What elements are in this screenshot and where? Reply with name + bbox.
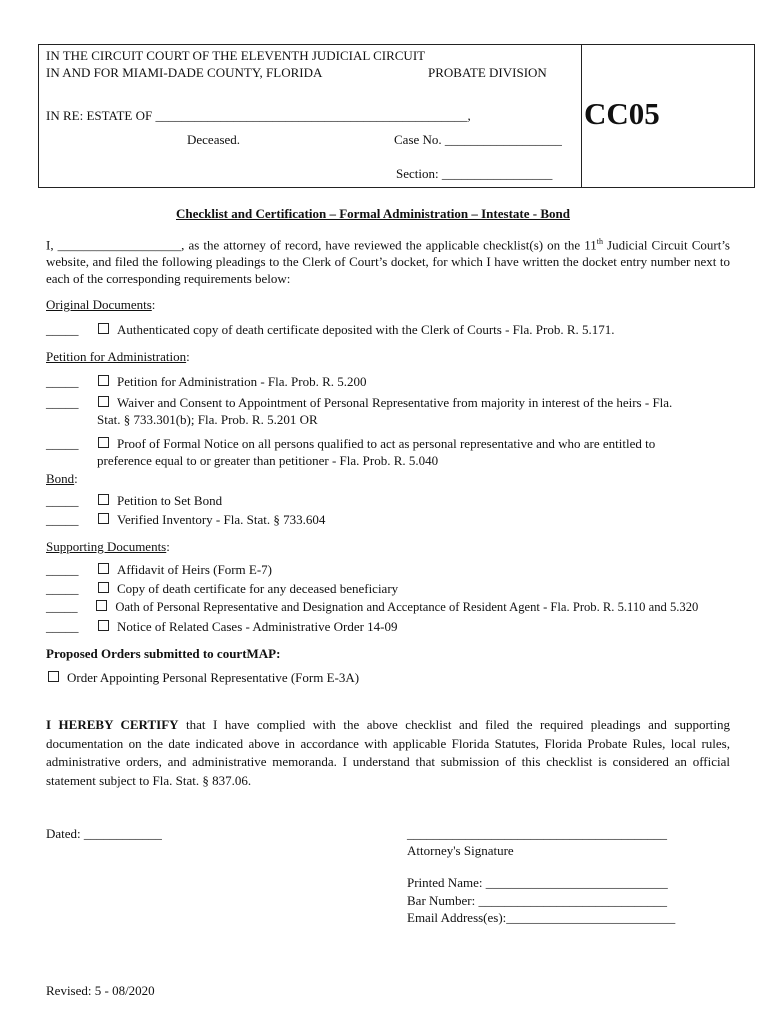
estate-label: IN RE: ESTATE OF: [46, 108, 156, 123]
division-label: PROBATE DIVISION: [428, 65, 547, 80]
dated-field[interactable]: Dated: ____________: [46, 826, 162, 841]
checkbox[interactable]: [98, 323, 109, 334]
item-label: Petition to Set Bond: [117, 493, 223, 508]
checklist-item: [46, 374, 367, 390]
checkbox[interactable]: [98, 494, 109, 505]
checkbox[interactable]: [96, 600, 107, 611]
caption-divider: [581, 45, 582, 187]
checkbox[interactable]: [48, 671, 59, 682]
printed-name-field[interactable]: Printed Name: ____________________________: [407, 875, 668, 890]
checkbox[interactable]: [98, 396, 109, 407]
docket-entry-blank[interactable]: _____: [46, 322, 79, 337]
certify-body: that I have complied with the above checklist and filed the required pleadings and supporting documentation on the date indicated above in accordance with applicable Florida Statutes, Florida Probate Rules, local rules, administrative orders, and administrative memoranda. I understand that submission of this checklist is considered an official statement subject to Fla. Stat. § 837.06.: [46, 717, 730, 788]
item-label: Copy of death certificate for any deceased beneficiary: [117, 581, 399, 596]
intro-ordinal: th: [596, 237, 603, 246]
checklist-item: [46, 619, 398, 635]
section-heading-bond: Bond:: [46, 471, 78, 486]
certification-paragraph: [46, 716, 730, 790]
section-heading-supporting: Supporting Documents:: [46, 539, 170, 554]
checklist-item: [46, 493, 222, 509]
checkbox[interactable]: [98, 582, 109, 593]
revision-note: Revised: 5 - 08/2020: [46, 983, 155, 998]
item-label: Oath of Personal Representative and Designation and Acceptance of Resident Agent - Fla. Prob. R. 5.110 and 5.320: [115, 600, 699, 614]
court-line-1: IN THE CIRCUIT COURT OF THE ELEVENTH JUDICIAL CIRCUIT: [46, 48, 426, 63]
section-heading-orders: Proposed Orders submitted to courtMAP:: [46, 646, 281, 661]
section-heading-original: Original Documents:: [46, 297, 156, 312]
checklist-item: [46, 581, 398, 597]
estate-line: [46, 108, 471, 124]
document-title: Checklist and Certification – Formal Administration – Intestate - Bond: [176, 206, 570, 221]
docket-entry-blank[interactable]: _____: [46, 512, 79, 527]
item-label: Verified Inventory - Fla. Stat. § 733.604: [117, 512, 326, 527]
bar-number-field[interactable]: Bar Number: _____________________________: [407, 893, 667, 908]
intro-text-2: Judicial Circuit Court’s website, and filed the following pleadings to the Clerk of Court’s docket, for which I have written the docket entry number next to each of the corresponding requirements below:: [46, 237, 730, 287]
section-heading-petition: Petition for Administration:: [46, 349, 190, 364]
item-label: Authenticated copy of death certificate deposited with the Clerk of Courts - Fla. Prob. R. 5.171.: [117, 322, 615, 337]
estate-name-blank[interactable]: ________________________________________________,: [155, 108, 471, 123]
checkbox[interactable]: [98, 375, 109, 386]
checklist-item: [46, 512, 325, 528]
signature-label: Attorney's Signature: [407, 843, 514, 858]
checkbox[interactable]: [98, 513, 109, 524]
checkbox[interactable]: [98, 437, 109, 448]
item-label: Order Appointing Personal Representative (Form E-3A): [67, 670, 360, 685]
item-label: Proof of Formal Notice on all persons qualified to act as personal representative and who are entitled to: [117, 436, 656, 451]
docket-entry-blank[interactable]: _____: [46, 436, 79, 451]
item-label: Affidavit of Heirs (Form E-7): [117, 562, 273, 577]
item-label: Petition for Administration - Fla. Prob. R. 5.200: [117, 374, 367, 389]
docket-entry-blank[interactable]: _____: [46, 374, 79, 389]
docket-entry-blank[interactable]: _____: [46, 600, 78, 614]
checklist-item: [46, 322, 615, 338]
item-label: Notice of Related Cases - Administrative Order 14-09: [117, 619, 398, 634]
signature-line[interactable]: ________________________________________: [407, 826, 667, 841]
checklist-item: [46, 436, 655, 452]
intro-text-1: I, ___________________, as the attorney of record, have reviewed the applicable checklist(s) on the 11: [46, 237, 597, 253]
checklist-item: [46, 562, 272, 578]
case-number-field[interactable]: Case No. __________________: [394, 132, 562, 147]
section-field[interactable]: Section: _________________: [396, 166, 553, 181]
docket-entry-blank[interactable]: _____: [46, 581, 79, 596]
court-line-2: IN AND FOR MIAMI-DADE COUNTY, FLORIDA: [46, 65, 323, 80]
docket-entry-blank[interactable]: _____: [46, 562, 79, 577]
checkbox[interactable]: [98, 620, 109, 631]
email-field[interactable]: Email Address(es):__________________________: [407, 910, 676, 925]
form-code: CC05: [584, 96, 660, 131]
checklist-item: [48, 670, 359, 686]
deceased-label: Deceased.: [187, 132, 241, 147]
intro-paragraph: [46, 233, 730, 287]
checkbox[interactable]: [98, 563, 109, 574]
checklist-item: [46, 600, 698, 615]
docket-entry-blank[interactable]: _____: [46, 493, 79, 508]
docket-entry-blank[interactable]: _____: [46, 395, 79, 410]
certify-lead: I HEREBY CERTIFY: [46, 717, 179, 732]
item-label-continued: preference equal to or greater than petitioner - Fla. Prob. R. 5.040: [97, 453, 439, 468]
item-label-continued: Stat. § 733.301(b); Fla. Prob. R. 5.201 OR: [97, 412, 318, 427]
item-label: Waiver and Consent to Appointment of Personal Representative from majority in interest of the heirs - Fla.: [117, 395, 673, 410]
docket-entry-blank[interactable]: _____: [46, 619, 79, 634]
checklist-item: [46, 395, 672, 411]
